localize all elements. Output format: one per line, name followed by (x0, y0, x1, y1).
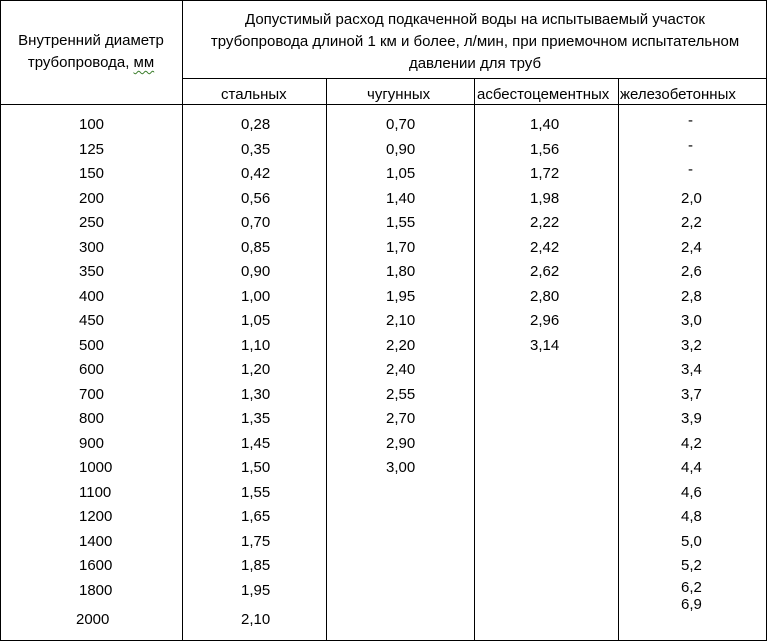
diameter-cell: 125 (79, 140, 105, 158)
column-divider-3 (474, 78, 475, 641)
flow-header-line3: давлении для труб (408, 55, 542, 72)
steel-cell: 1,00 (241, 287, 271, 305)
asbestos-cement-cell: 2,96 (530, 312, 560, 329)
reinforced-concrete-cell: 2,2 (681, 214, 702, 231)
diameter-unit: мм (133, 54, 155, 71)
cast-iron-cell: 2,10 (386, 312, 416, 329)
steel-cell: 1,05 (241, 312, 271, 329)
flow-header (183, 9, 767, 75)
reinforced-concrete-cell: 5,0 (681, 532, 702, 550)
column-divider-4 (618, 78, 619, 641)
diameter-cell: 350 (79, 263, 105, 280)
reinforced-concrete-cell: 3,0 (681, 312, 702, 329)
steel-cell: 1,35 (241, 410, 271, 427)
diameter-cell: 250 (79, 214, 105, 231)
steel-cell: 1,10 (241, 336, 271, 354)
diameter-cell: 500 (79, 336, 105, 354)
reinforced-concrete-cell: 4,6 (681, 483, 702, 501)
reinforced-concrete-cell: 5,2 (681, 557, 702, 574)
column-divider-2 (326, 78, 327, 641)
steel-cell: 0,56 (241, 189, 271, 207)
diameter-cell: 400 (79, 287, 105, 305)
steel-cell: 1,75 (241, 532, 271, 550)
column-header-steel: стальных (221, 86, 287, 103)
table-border-top (0, 0, 767, 1)
cast-iron-cell: 1,05 (386, 165, 416, 182)
steel-cell: 0,70 (241, 214, 271, 231)
column-header-asbestos-cement: асбестоцементных (477, 86, 610, 103)
reinforced-concrete-cell: - (688, 112, 693, 129)
reinforced-concrete-cell: 3,4 (681, 361, 702, 378)
cast-iron-cell: 2,40 (386, 361, 416, 378)
steel-cell: 0,35 (241, 140, 271, 158)
diameter-cell: 100 (79, 116, 105, 133)
steel-cell: 1,65 (241, 508, 271, 525)
cast-iron-cell: 0,90 (386, 140, 416, 158)
reinforced-concrete-cell: 3,7 (681, 385, 702, 403)
diameter-cell: 1800 (79, 581, 113, 599)
table-border-left (0, 0, 1, 641)
diameter-header-line2 (2, 52, 180, 74)
steel-cell: 1,50 (241, 459, 271, 476)
diameter-header-line2-a: трубопровода, (27, 54, 134, 71)
reinforced-concrete-cell: 4,4 (681, 459, 702, 476)
reinforced-concrete-cell: 3,9 (681, 410, 702, 427)
cast-iron-cell: 0,70 (386, 116, 416, 133)
column-divider-1 (182, 0, 183, 641)
header-divider (183, 78, 767, 79)
diameter-header-line1: Внутренний диаметр (18, 32, 164, 49)
flow-header-line2: трубопровода длиной 1 км и более, л/мин, при приемочном испытательном (210, 33, 740, 50)
steel-cell: 1,45 (241, 434, 271, 452)
reinforced-concrete-cell: 2,6 (681, 263, 702, 280)
diameter-cell: 1100 (79, 483, 112, 501)
header-bottom-line (0, 104, 767, 105)
asbestos-cement-cell: 1,56 (530, 140, 560, 158)
steel-cell: 0,90 (241, 263, 271, 280)
diameter-cell: 800 (79, 410, 105, 427)
asbestos-cement-cell: 1,40 (530, 116, 560, 133)
column-header-cast-iron: чугунных (367, 86, 431, 103)
cast-iron-cell: 2,70 (386, 410, 416, 427)
steel-cell: 1,95 (241, 581, 271, 599)
asbestos-cement-cell: 2,22 (530, 214, 560, 231)
asbestos-cement-cell: 2,42 (530, 238, 560, 256)
reinforced-concrete-cell: - (688, 161, 693, 178)
diameter-cell: 1400 (79, 532, 113, 550)
diameter-cell: 450 (79, 312, 105, 329)
steel-cell: 2,10 (241, 611, 271, 628)
steel-cell: 0,85 (241, 238, 271, 256)
diameter-cell: 300 (79, 238, 105, 256)
steel-cell: 1,30 (241, 385, 271, 403)
diameter-cell: 700 (79, 385, 105, 403)
diameter-header (2, 30, 180, 74)
reinforced-concrete-cell: 3,2 (681, 336, 702, 354)
reinforced-concrete-cell: 4,2 (681, 434, 702, 452)
cast-iron-cell: 1,80 (386, 263, 416, 280)
cast-iron-cell: 3,00 (386, 459, 416, 476)
diameter-cell: 2000 (76, 611, 110, 628)
asbestos-cement-cell: 2,62 (530, 263, 560, 280)
steel-cell: 1,85 (241, 557, 271, 574)
diameter-cell: 200 (79, 189, 105, 207)
column-header-reinforced-concrete: железобетонных (620, 86, 736, 103)
reinforced-concrete-cell: 6,9 (681, 596, 702, 613)
diameter-cell: 1600 (79, 557, 113, 574)
reinforced-concrete-cell: 2,8 (681, 287, 702, 305)
cast-iron-cell: 2,55 (386, 385, 416, 403)
asbestos-cement-cell: 3,14 (530, 336, 560, 354)
diameter-cell: 1000 (79, 459, 113, 476)
steel-cell: 0,42 (241, 165, 271, 182)
reinforced-concrete-cell: 4,8 (681, 508, 702, 525)
cast-iron-cell: 2,90 (386, 434, 416, 452)
reinforced-concrete-cell: - (688, 136, 693, 154)
asbestos-cement-cell: 1,72 (530, 165, 560, 182)
cast-iron-cell: 2,20 (386, 336, 416, 354)
asbestos-cement-cell: 1,98 (530, 189, 560, 207)
reinforced-concrete-cell: 6,2 (681, 578, 702, 596)
cast-iron-cell: 1,95 (386, 287, 416, 305)
cast-iron-cell: 1,70 (386, 238, 416, 256)
steel-cell: 0,28 (241, 116, 271, 133)
diameter-cell: 150 (79, 165, 105, 182)
diameter-cell: 900 (79, 434, 105, 452)
cast-iron-cell: 1,55 (386, 214, 416, 231)
flow-header-line1: Допустимый расход подкаченной воды на испытываемый участок (245, 11, 705, 28)
reinforced-concrete-cell: 2,4 (681, 238, 702, 256)
asbestos-cement-cell: 2,80 (530, 287, 560, 305)
steel-cell: 1,20 (241, 361, 271, 378)
diameter-cell: 1200 (79, 508, 113, 525)
reinforced-concrete-cell: 2,0 (681, 189, 702, 207)
cast-iron-cell: 1,40 (386, 189, 416, 207)
steel-cell: 1,55 (241, 483, 271, 501)
diameter-cell: 600 (79, 361, 105, 378)
